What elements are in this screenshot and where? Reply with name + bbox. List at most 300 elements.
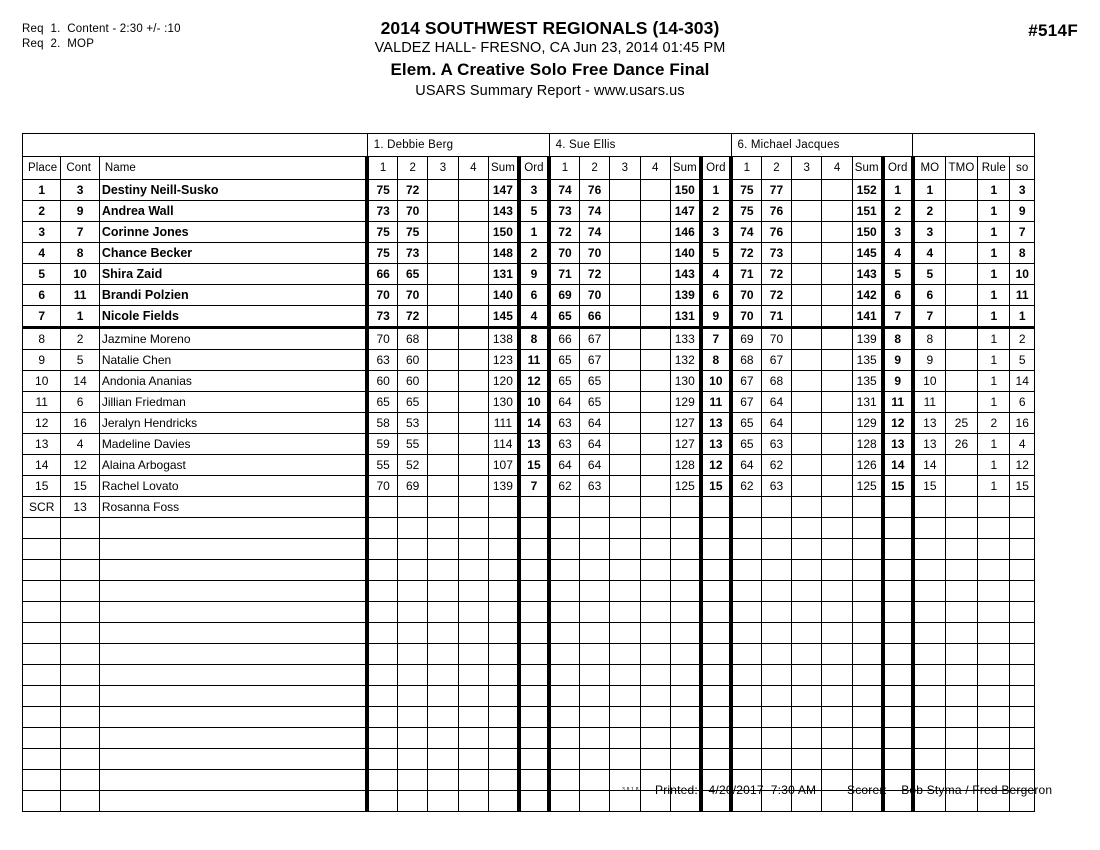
row-skater-name: Jeralyn Hendricks — [99, 413, 367, 434]
empty-cell — [978, 644, 1010, 665]
row-judge3-sum: 150 — [852, 222, 882, 243]
empty-cell — [610, 707, 640, 728]
empty-cell — [761, 518, 791, 539]
empty-cell — [610, 518, 640, 539]
row-judge2-3 — [610, 413, 640, 434]
row-judge1-ord: 11 — [519, 350, 549, 371]
row-judge1-ord: 3 — [519, 180, 549, 201]
empty-cell — [398, 602, 428, 623]
row-judge1-1: 58 — [367, 413, 397, 434]
row-judge3-ord — [883, 497, 913, 518]
table-row-empty — [23, 749, 1035, 770]
row-judge2-sum: 125 — [670, 476, 700, 497]
empty-cell — [822, 518, 852, 539]
report-header — [0, 0, 1100, 118]
empty-cell — [1010, 581, 1035, 602]
row-contestant-number: 10 — [61, 264, 99, 285]
empty-cell — [822, 602, 852, 623]
empty-cell — [852, 665, 882, 686]
empty-cell — [610, 749, 640, 770]
row-judge1-2: 69 — [398, 476, 428, 497]
row-mo: 13 — [913, 413, 945, 434]
row-judge2-3 — [610, 222, 640, 243]
row-judge3-2: 62 — [761, 455, 791, 476]
empty-cell — [913, 686, 945, 707]
empty-cell — [640, 560, 670, 581]
empty-cell — [367, 749, 397, 770]
empty-cell — [23, 539, 61, 560]
row-judge1-4 — [458, 371, 488, 392]
empty-cell — [61, 539, 99, 560]
row-place: 6 — [23, 285, 61, 306]
empty-cell — [883, 665, 913, 686]
row-place: 9 — [23, 350, 61, 371]
printed-timestamp: Printed: 4/20/2017 7:30 AM — [655, 783, 817, 797]
row-judge2-3 — [610, 350, 640, 371]
empty-cell — [579, 728, 609, 749]
row-rule: 2 — [978, 413, 1010, 434]
row-so: 5 — [1010, 350, 1035, 371]
row-judge3-ord: 2 — [883, 201, 913, 222]
empty-cell — [792, 560, 822, 581]
row-judge2-sum: 132 — [670, 350, 700, 371]
row-mo: 8 — [913, 328, 945, 350]
table-row — [23, 328, 1035, 350]
row-judge3-3 — [792, 222, 822, 243]
row-judge3-ord: 7 — [883, 306, 913, 328]
row-judge2-sum: 131 — [670, 306, 700, 328]
row-judge1-3 — [428, 455, 458, 476]
row-judge3-2: 72 — [761, 264, 791, 285]
row-tmo: 25 — [945, 413, 977, 434]
row-judge3-ord: 3 — [883, 222, 913, 243]
empty-cell — [883, 581, 913, 602]
empty-cell — [883, 728, 913, 749]
row-judge1-sum: 150 — [488, 222, 518, 243]
row-judge2-sum: 139 — [670, 285, 700, 306]
row-place: 8 — [23, 328, 61, 350]
empty-cell — [579, 623, 609, 644]
row-judge2-2: 64 — [579, 455, 609, 476]
empty-cell — [792, 707, 822, 728]
empty-cell — [61, 560, 99, 581]
row-judge3-ord: 4 — [883, 243, 913, 264]
empty-cell — [640, 539, 670, 560]
empty-cell — [978, 539, 1010, 560]
empty-cell — [852, 749, 882, 770]
row-judge1-4 — [458, 350, 488, 371]
row-judge1-sum: 114 — [488, 434, 518, 455]
empty-cell — [1010, 665, 1035, 686]
empty-cell — [761, 644, 791, 665]
column-header-judge1-1: 1 — [367, 157, 397, 180]
empty-cell — [428, 560, 458, 581]
row-judge1-4 — [458, 476, 488, 497]
results-sheet — [22, 133, 1035, 812]
row-judge1-1: 59 — [367, 434, 397, 455]
empty-cell — [670, 728, 700, 749]
row-judge2-sum: 150 — [670, 180, 700, 201]
row-judge3-1: 65 — [731, 413, 761, 434]
empty-cell — [1010, 602, 1035, 623]
empty-cell — [822, 728, 852, 749]
row-judge3-1: 62 — [731, 476, 761, 497]
row-contestant-number: 11 — [61, 285, 99, 306]
empty-cell — [761, 686, 791, 707]
row-contestant-number: 1 — [61, 306, 99, 328]
row-judge3-sum: 141 — [852, 306, 882, 328]
empty-cell — [731, 749, 761, 770]
empty-cell — [99, 707, 367, 728]
table-row-empty — [23, 623, 1035, 644]
row-judge3-4 — [822, 243, 852, 264]
column-header-place: Place — [23, 157, 61, 180]
empty-cell — [488, 602, 518, 623]
row-judge2-sum: 130 — [670, 371, 700, 392]
empty-cell — [23, 518, 61, 539]
empty-cell — [822, 623, 852, 644]
scorer-names: Scorer: Bob Styma / Fred Bergeron — [847, 783, 1053, 797]
table-row — [23, 455, 1035, 476]
row-judge1-3 — [428, 328, 458, 350]
row-tmo — [945, 264, 977, 285]
row-skater-name: Brandi Polzien — [99, 285, 367, 306]
empty-cell — [945, 686, 977, 707]
empty-cell — [701, 728, 731, 749]
empty-cell — [610, 665, 640, 686]
requirement-line-1: Req 1. Content - 2:30 +/- :10 — [22, 23, 181, 35]
empty-cell — [367, 518, 397, 539]
empty-cell — [913, 518, 945, 539]
empty-cell — [428, 602, 458, 623]
row-so: 4 — [1010, 434, 1035, 455]
table-row-empty — [23, 539, 1035, 560]
judge-header-3: 6. Michael Jacques — [731, 134, 913, 157]
row-judge2-3 — [610, 306, 640, 328]
row-judge1-4 — [458, 392, 488, 413]
empty-cell — [1010, 539, 1035, 560]
empty-cell — [731, 581, 761, 602]
row-judge3-3 — [792, 180, 822, 201]
row-judge1-sum: 138 — [488, 328, 518, 350]
row-judge3-4 — [822, 392, 852, 413]
column-header-judge2-ord: Ord — [701, 157, 731, 180]
row-judge1-1: 60 — [367, 371, 397, 392]
empty-cell — [428, 623, 458, 644]
empty-cell — [61, 749, 99, 770]
empty-cell — [579, 749, 609, 770]
row-place: 12 — [23, 413, 61, 434]
row-judge3-3 — [792, 434, 822, 455]
row-judge1-3 — [428, 264, 458, 285]
row-judge3-3 — [792, 285, 822, 306]
empty-cell — [1010, 644, 1035, 665]
row-mo — [913, 497, 945, 518]
empty-cell — [549, 707, 579, 728]
row-judge3-3 — [792, 476, 822, 497]
row-rule: 1 — [978, 243, 1010, 264]
results-table — [22, 133, 1035, 812]
row-judge2-1: 65 — [549, 306, 579, 328]
row-skater-name: Chance Becker — [99, 243, 367, 264]
column-header-judge2-1: 1 — [549, 157, 579, 180]
row-judge1-2: 55 — [398, 434, 428, 455]
empty-cell — [1010, 560, 1035, 581]
row-judge1-3 — [428, 201, 458, 222]
empty-cell — [852, 644, 882, 665]
column-header-judge1-3: 3 — [428, 157, 458, 180]
row-rule — [978, 497, 1010, 518]
row-tmo — [945, 371, 977, 392]
empty-cell — [458, 602, 488, 623]
row-judge3-sum: 152 — [852, 180, 882, 201]
row-so: 1 — [1010, 306, 1035, 328]
row-skater-name: Rosanna Foss — [99, 497, 367, 518]
empty-cell — [1010, 686, 1035, 707]
row-tmo — [945, 497, 977, 518]
row-judge3-sum: 128 — [852, 434, 882, 455]
row-judge3-sum: 131 — [852, 392, 882, 413]
row-judge3-1: 75 — [731, 201, 761, 222]
row-judge3-4 — [822, 413, 852, 434]
row-judge3-4 — [822, 180, 852, 201]
row-judge2-1: 65 — [549, 350, 579, 371]
empty-cell — [23, 686, 61, 707]
row-judge1-3 — [428, 371, 458, 392]
row-judge2-4 — [640, 434, 670, 455]
row-judge1-ord: 2 — [519, 243, 549, 264]
row-skater-name: Alaina Arbogast — [99, 455, 367, 476]
empty-cell — [428, 581, 458, 602]
row-tmo: 26 — [945, 434, 977, 455]
empty-cell — [488, 644, 518, 665]
row-place: 3 — [23, 222, 61, 243]
row-judge1-2: 70 — [398, 201, 428, 222]
row-mo: 14 — [913, 455, 945, 476]
row-judge1-1: 70 — [367, 285, 397, 306]
row-judge2-3 — [610, 180, 640, 201]
row-place: 7 — [23, 306, 61, 328]
empty-cell — [640, 686, 670, 707]
row-judge3-2: 67 — [761, 350, 791, 371]
version-label: 3.8.1.8 — [622, 787, 639, 793]
row-judge2-sum: 128 — [670, 455, 700, 476]
row-judge1-ord: 15 — [519, 455, 549, 476]
row-judge2-2 — [579, 497, 609, 518]
row-judge2-4 — [640, 455, 670, 476]
empty-cell — [398, 707, 428, 728]
row-judge3-2: 72 — [761, 285, 791, 306]
row-judge1-3 — [428, 476, 458, 497]
empty-cell — [913, 644, 945, 665]
row-tmo — [945, 201, 977, 222]
row-rule: 1 — [978, 201, 1010, 222]
row-contestant-number: 6 — [61, 392, 99, 413]
row-judge1-4 — [458, 306, 488, 328]
row-judge1-ord: 6 — [519, 285, 549, 306]
row-judge1-4 — [458, 434, 488, 455]
row-judge1-2: 68 — [398, 328, 428, 350]
empty-cell — [61, 665, 99, 686]
row-place: SCR — [23, 497, 61, 518]
table-row — [23, 180, 1035, 201]
row-skater-name: Corinne Jones — [99, 222, 367, 243]
table-row — [23, 222, 1035, 243]
empty-cell — [945, 581, 977, 602]
empty-cell — [913, 707, 945, 728]
row-contestant-number: 14 — [61, 371, 99, 392]
column-header-name: Name — [99, 157, 367, 180]
row-judge2-ord: 6 — [701, 285, 731, 306]
row-contestant-number: 5 — [61, 350, 99, 371]
empty-cell — [579, 581, 609, 602]
row-judge2-3 — [610, 455, 640, 476]
row-judge3-sum: 135 — [852, 371, 882, 392]
empty-cell — [731, 518, 761, 539]
empty-cell — [367, 623, 397, 644]
row-judge2-1: 73 — [549, 201, 579, 222]
empty-cell — [883, 560, 913, 581]
row-mo: 1 — [913, 180, 945, 201]
empty-cell — [488, 581, 518, 602]
row-judge2-sum — [670, 497, 700, 518]
row-judge2-3 — [610, 476, 640, 497]
row-rule: 1 — [978, 328, 1010, 350]
row-judge2-2: 76 — [579, 180, 609, 201]
row-judge1-1: 73 — [367, 306, 397, 328]
row-judge2-4 — [640, 413, 670, 434]
row-skater-name: Andonia Ananias — [99, 371, 367, 392]
table-row — [23, 497, 1035, 518]
empty-cell — [640, 518, 670, 539]
empty-cell — [822, 749, 852, 770]
empty-cell — [458, 665, 488, 686]
row-judge2-1: 63 — [549, 434, 579, 455]
row-judge2-3 — [610, 285, 640, 306]
row-judge3-3 — [792, 413, 822, 434]
row-rule: 1 — [978, 350, 1010, 371]
row-judge3-2: 70 — [761, 328, 791, 350]
empty-cell — [640, 707, 670, 728]
row-judge3-sum: 126 — [852, 455, 882, 476]
empty-cell — [731, 539, 761, 560]
row-judge3-1 — [731, 497, 761, 518]
empty-cell — [398, 518, 428, 539]
empty-cell — [610, 644, 640, 665]
empty-cell — [1010, 707, 1035, 728]
empty-cell — [99, 749, 367, 770]
row-skater-name: Nicole Fields — [99, 306, 367, 328]
row-judge1-2: 65 — [398, 392, 428, 413]
empty-cell — [913, 623, 945, 644]
row-so: 12 — [1010, 455, 1035, 476]
empty-cell — [519, 644, 549, 665]
row-place: 1 — [23, 180, 61, 201]
row-judge1-2: 60 — [398, 371, 428, 392]
empty-cell — [428, 539, 458, 560]
empty-cell — [883, 623, 913, 644]
empty-cell — [23, 644, 61, 665]
row-judge3-2: 73 — [761, 243, 791, 264]
row-skater-name: Jillian Friedman — [99, 392, 367, 413]
empty-cell — [428, 707, 458, 728]
row-so: 10 — [1010, 264, 1035, 285]
row-judge3-2: 64 — [761, 392, 791, 413]
empty-cell — [23, 707, 61, 728]
row-judge1-sum: 143 — [488, 201, 518, 222]
table-row-empty — [23, 728, 1035, 749]
empty-cell — [398, 539, 428, 560]
empty-cell — [978, 581, 1010, 602]
table-row — [23, 264, 1035, 285]
row-judge2-4 — [640, 180, 670, 201]
empty-cell — [579, 560, 609, 581]
row-judge2-ord: 12 — [701, 455, 731, 476]
row-rule: 1 — [978, 222, 1010, 243]
empty-cell — [731, 707, 761, 728]
results-table-body — [23, 134, 1035, 812]
row-judge2-4 — [640, 497, 670, 518]
row-contestant-number: 15 — [61, 476, 99, 497]
row-rule: 1 — [978, 392, 1010, 413]
row-judge1-1: 63 — [367, 350, 397, 371]
row-judge2-1: 70 — [549, 243, 579, 264]
row-judge1-3 — [428, 350, 458, 371]
empty-cell — [792, 602, 822, 623]
row-judge2-4 — [640, 264, 670, 285]
empty-cell — [761, 602, 791, 623]
row-judge1-ord: 14 — [519, 413, 549, 434]
row-judge2-3 — [610, 497, 640, 518]
empty-cell — [610, 686, 640, 707]
row-contestant-number: 4 — [61, 434, 99, 455]
row-judge2-1: 65 — [549, 371, 579, 392]
empty-cell — [428, 644, 458, 665]
empty-cell — [761, 539, 791, 560]
row-judge3-ord: 11 — [883, 392, 913, 413]
row-judge2-2: 65 — [579, 392, 609, 413]
row-judge1-4 — [458, 328, 488, 350]
empty-cell — [549, 623, 579, 644]
row-judge2-4 — [640, 476, 670, 497]
row-judge3-2 — [761, 497, 791, 518]
row-judge1-4 — [458, 264, 488, 285]
row-judge2-sum: 143 — [670, 264, 700, 285]
row-judge1-sum: 120 — [488, 371, 518, 392]
row-judge1-2: 73 — [398, 243, 428, 264]
empty-cell — [367, 644, 397, 665]
empty-cell — [428, 686, 458, 707]
row-judge3-ord: 15 — [883, 476, 913, 497]
row-judge2-2: 74 — [579, 222, 609, 243]
empty-cell — [579, 518, 609, 539]
empty-cell — [792, 749, 822, 770]
empty-cell — [913, 749, 945, 770]
empty-cell — [670, 707, 700, 728]
row-judge1-1: 66 — [367, 264, 397, 285]
row-skater-name: Shira Zaid — [99, 264, 367, 285]
empty-cell — [398, 623, 428, 644]
row-judge3-3 — [792, 371, 822, 392]
empty-cell — [852, 707, 882, 728]
table-row-empty — [23, 686, 1035, 707]
empty-cell — [458, 749, 488, 770]
column-header-cont: Cont — [61, 157, 99, 180]
empty-cell — [945, 518, 977, 539]
judge-header-2: 4. Sue Ellis — [549, 134, 731, 157]
row-skater-name: Rachel Lovato — [99, 476, 367, 497]
empty-cell — [367, 581, 397, 602]
